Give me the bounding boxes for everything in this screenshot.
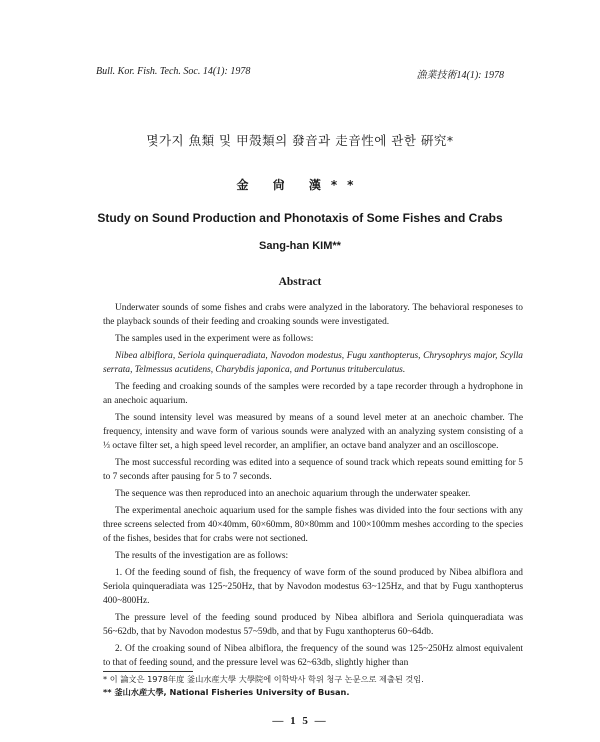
result-paragraph: 2. Of the croaking sound of Nibea albiflora, the frequency of the sound was 125~250Hz almost equivalent to that of feeding sound, and the pressure level was 62~63db, slightly higher than <box>103 644 523 668</box>
english-author: Sang-han KIM** <box>259 240 341 252</box>
result-paragraph: 1. Of the feeding sound of fish, the frequency of wave form of the sound produced by Nibea albiflora and Seriola quinqueradiata was 125~250Hz, that by Navodon modestus 63~125Hz, and that by Fugu xanthopterus 400~800Hz. <box>103 568 523 606</box>
abstract-paragraph: The results of the investigation are as follows: <box>115 551 289 561</box>
abstract-paragraph: The most successful recording was edited into a sequence of sound track which repeats sound emitting for 5 to 7 seconds after pausing for 5 to 7 seconds. <box>103 458 523 482</box>
journal-citation-left: Bull. Kor. Fish. Tech. Soc. 14(1): 1978 <box>96 66 251 77</box>
footnote-affiliation: ** 釜山水産大學, National Fisheries University of Busan. <box>103 687 350 697</box>
abstract-paragraph: The sequence was then reproduced into an anechoic aquarium through the underwater speaker. <box>115 489 471 499</box>
species-list <box>103 350 523 377</box>
journal-citation-right: 漁業技術14(1): 1978 <box>416 70 504 81</box>
abstract-paragraph: The feeding and croaking sounds of the samples were recorded by a tape recorder through a hydrophone in an anechoic aquarium. <box>103 382 523 406</box>
footnote-rule <box>103 671 193 672</box>
korean-title: 몇가지 魚類 및 甲殼類의 發音과 走音性에 관한 硏究* <box>146 133 454 148</box>
species-names: Nibea albiflora, Seriola quinqueradiata, Navodon modestus, Fugu xanthopterus, Chrysophrys major, Scylla serrata, Telmessus acutidens, Charybdis japonica, and Portunus trituberculatus. <box>103 351 523 375</box>
abstract-paragraph: The sound intensity level was measured by means of a sound level meter at an anechoic chamber. The frequency, intensity and wave form of various sounds were analyzed with an analyzing system consisting of a ⅓ octave filter set, a high speed level recorder, an amplifier, an octave band analyzer and an oscilloscope. <box>103 413 523 451</box>
abstract-paragraph: Underwater sounds of some fishes and crabs were analyzed in the laboratory. The behavioral responeses to the playback sounds of their feeding and croaking sounds were investigated. <box>103 303 523 327</box>
english-title: Study on Sound Production and Phonotaxis of Some Fishes and Crabs <box>97 211 503 225</box>
abstract-paragraph: The samples used in the experiment were as follows: <box>115 334 314 344</box>
abstract-paragraph: The experimental anechoic aquarium used for the sample fishes was divided into the four sections with any three screens selected from 40×40mm, 60×60mm, 80×80mm and 100×100mm meshes according to the species of the fishes, besides that for crabs were not sectioned. <box>103 506 523 544</box>
result-paragraph: The pressure level of the feeding sound produced by Nibea albiflora and Seriola quinqueradiata was 56~62db, that by Navodon modestus 57~59db, and that by Fugu xanthopterus 60~64db. <box>103 613 523 637</box>
abstract-body <box>103 302 523 674</box>
abstract-heading: Abstract <box>278 276 322 288</box>
page-number: — 1 5 — <box>272 715 328 727</box>
korean-author: 金 尙 漢** <box>236 178 364 192</box>
footnote-thesis: * 이 論文은 1978年度 釜山水産大學 大學院에 이학박사 학위 청구 논문으로 제출된 것임. <box>103 674 424 684</box>
